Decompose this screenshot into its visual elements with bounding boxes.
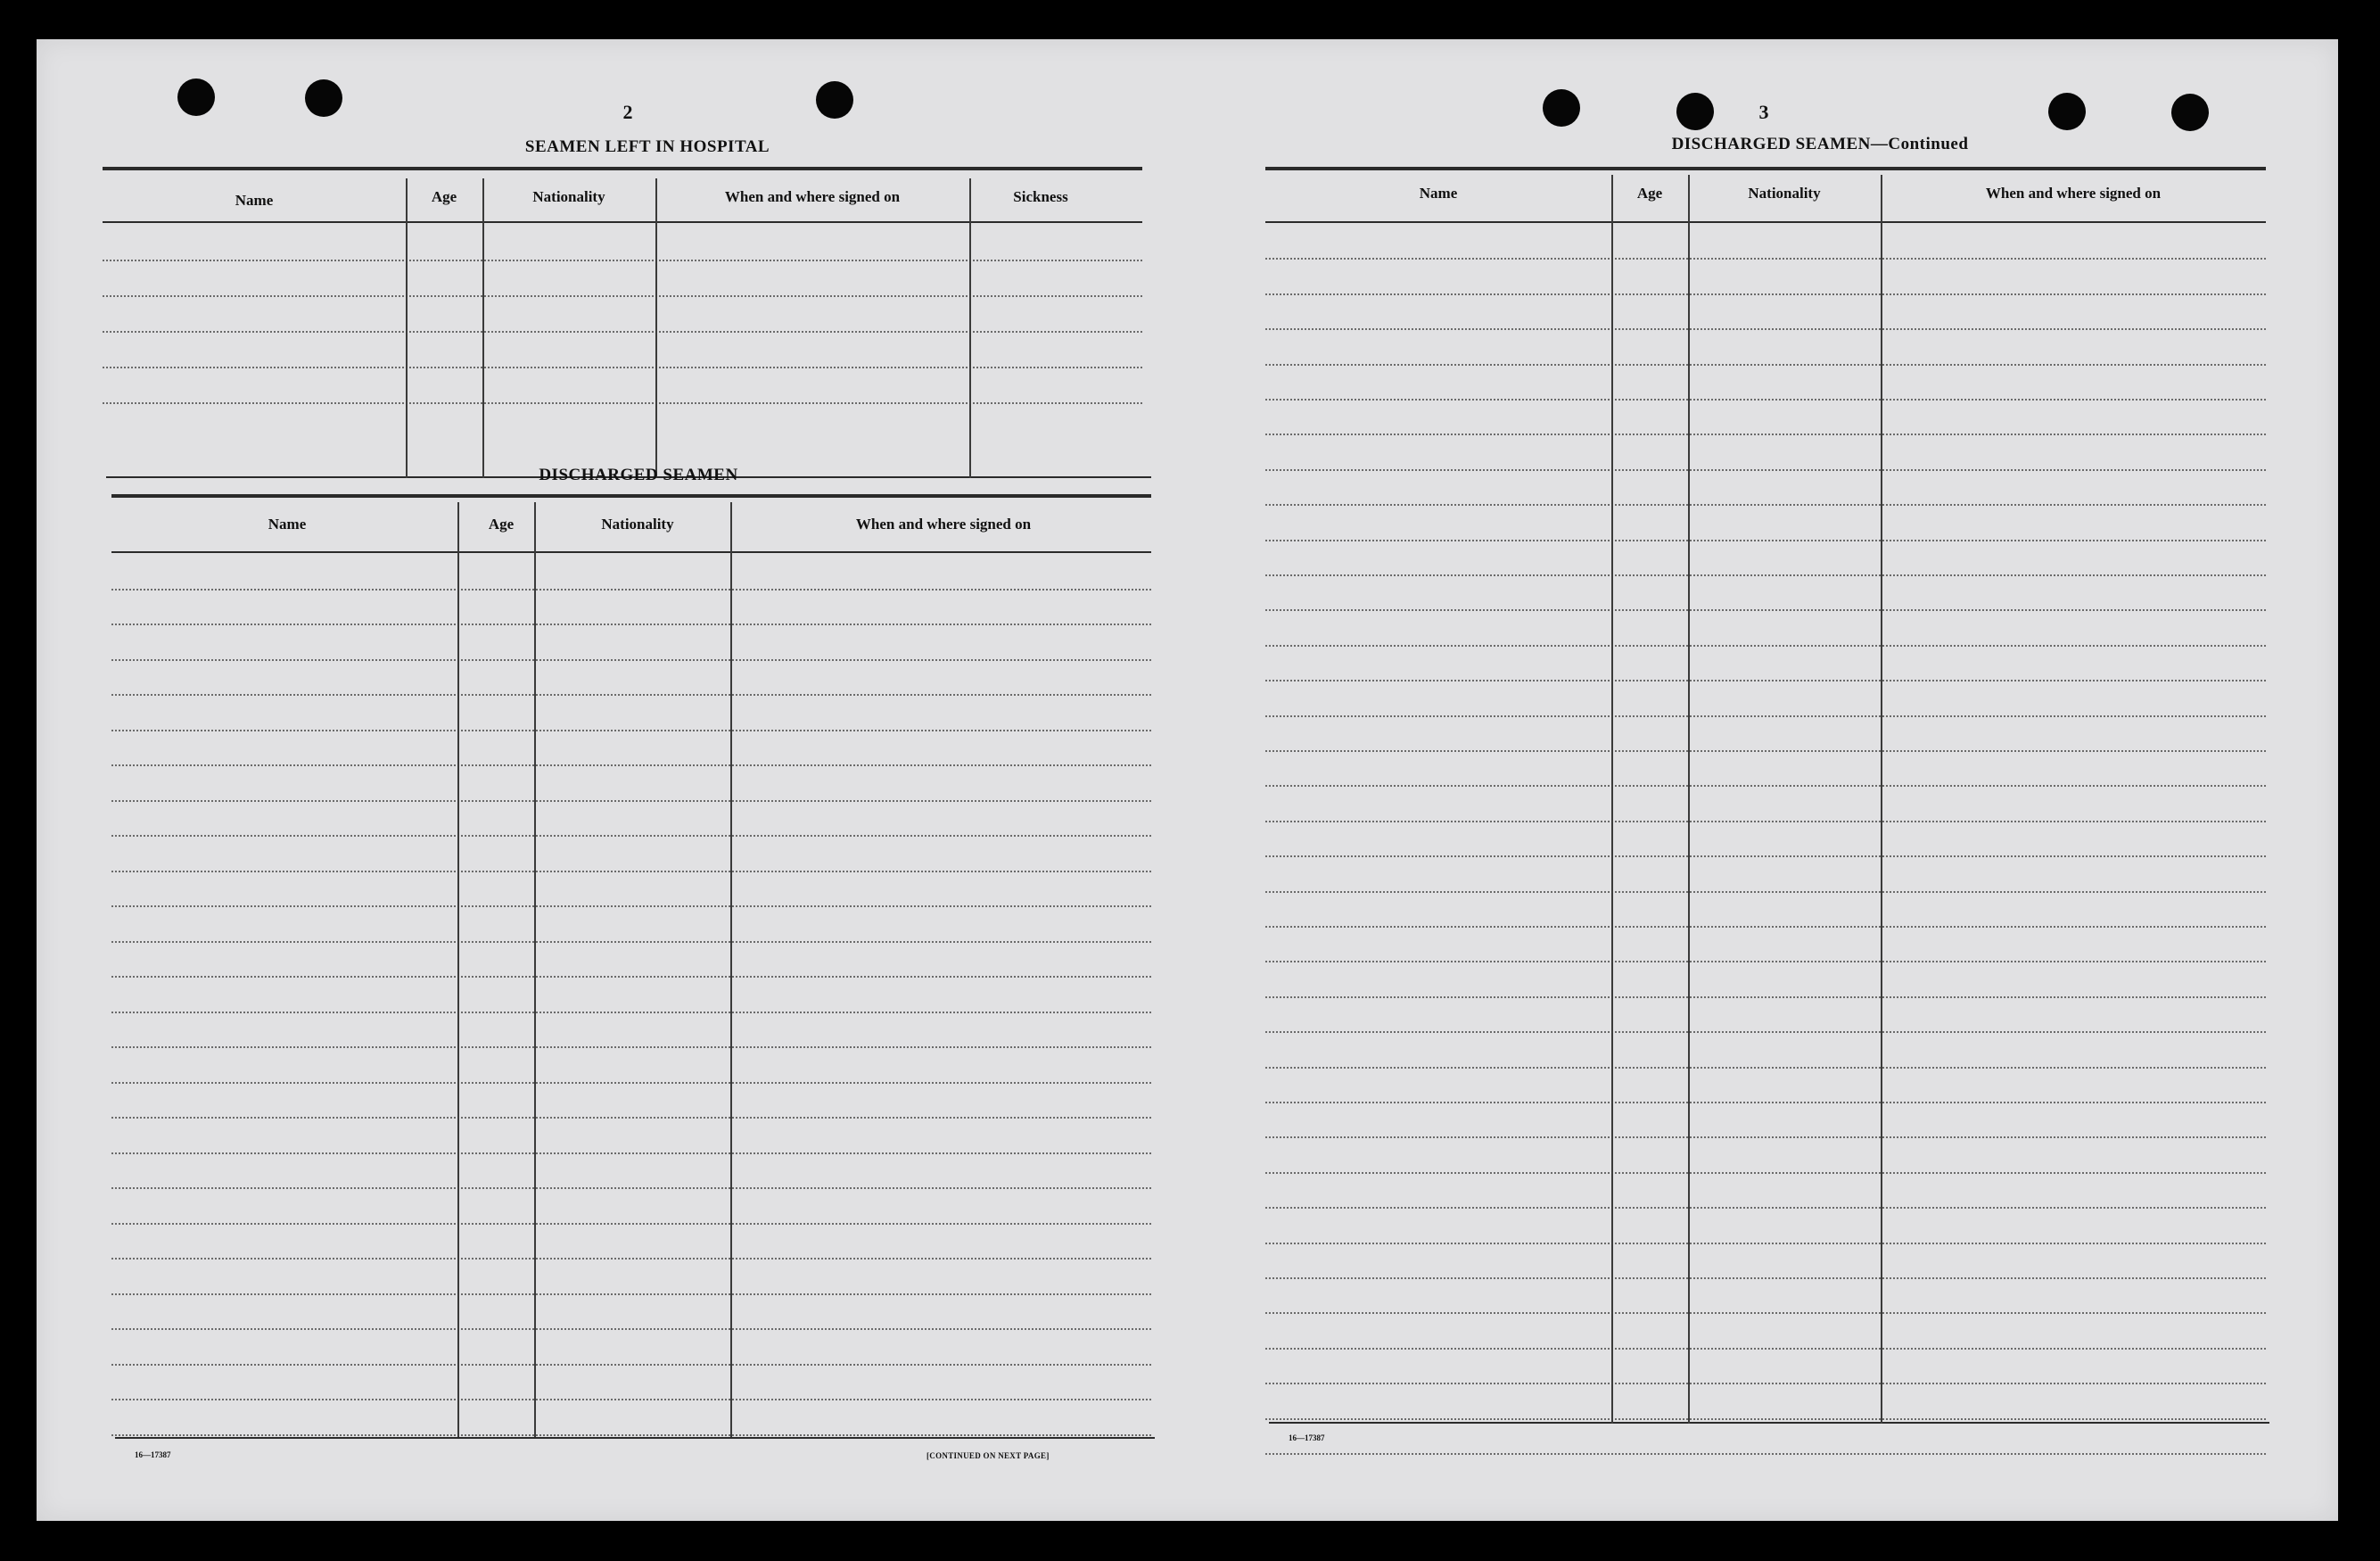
discharged-right-table-row xyxy=(1265,328,2266,330)
punch-hole-1 xyxy=(177,78,215,116)
discharged-right-table-row xyxy=(1265,961,2266,962)
discharged-left-col-name: Name xyxy=(268,516,307,533)
discharged-right-table-row xyxy=(1265,293,2266,295)
discharged-left-table-row xyxy=(111,1328,1151,1330)
hospital-table-top-rule xyxy=(103,167,1142,170)
discharged-right-table-row xyxy=(1265,926,2266,928)
discharged-left-table-row xyxy=(111,730,1151,731)
discharged-table-right-title: DISCHARGED SEAMEN—Continued xyxy=(1671,135,1969,153)
discharged-right-table-row xyxy=(1265,1312,2266,1314)
page-number-left: 2 xyxy=(622,101,633,123)
discharged-left-bottom-rule xyxy=(115,1437,1155,1439)
discharged-right-table-row xyxy=(1265,996,2266,998)
discharged-right-table-row xyxy=(1265,785,2266,787)
continued-note: [CONTINUED ON NEXT PAGE] xyxy=(926,1451,1050,1460)
hospital-divider-3 xyxy=(655,178,657,478)
discharged-left-divider-2 xyxy=(534,502,536,1437)
hospital-table-row xyxy=(103,402,1142,404)
discharged-left-table-row xyxy=(111,1293,1151,1295)
discharged-left-table-row xyxy=(111,589,1151,591)
punch-hole-5 xyxy=(1676,93,1714,130)
discharged-left-divider-3 xyxy=(730,502,732,1437)
discharged-left-table-row xyxy=(111,976,1151,978)
discharged-right-table-row xyxy=(1265,1243,2266,1244)
discharged-right-table-row xyxy=(1265,645,2266,647)
discharged-right-col-name: Name xyxy=(1419,185,1458,202)
discharged-right-table-row xyxy=(1265,469,2266,471)
discharged-right-table-row xyxy=(1265,891,2266,893)
discharged-left-table-row xyxy=(111,764,1151,766)
discharged-left-header-rule xyxy=(111,551,1151,553)
discharged-left-col-nationality: Nationality xyxy=(601,516,674,533)
discharged-right-table-row xyxy=(1265,750,2266,752)
hospital-table-row xyxy=(103,367,1142,368)
discharged-right-table-row xyxy=(1265,1172,2266,1174)
discharged-right-table-row xyxy=(1265,1418,2266,1420)
punch-hole-7 xyxy=(2171,94,2209,131)
discharged-right-col-age: Age xyxy=(1636,185,1663,202)
discharged-left-table-row xyxy=(111,624,1151,625)
discharged-left-col-age: Age xyxy=(488,516,515,533)
discharged-left-table-row xyxy=(111,1082,1151,1084)
discharged-right-col-nationality: Nationality xyxy=(1748,185,1821,202)
hospital-col-name: Name xyxy=(235,192,274,209)
discharged-left-table-row xyxy=(111,1258,1151,1260)
discharged-right-table-row xyxy=(1265,680,2266,681)
discharged-right-table-row xyxy=(1265,258,2266,260)
discharged-right-table-row xyxy=(1265,1136,2266,1138)
page-number-right: 3 xyxy=(1758,101,1769,123)
hospital-divider-4 xyxy=(969,178,971,478)
discharged-table-left-title: DISCHARGED SEAMEN xyxy=(539,466,738,484)
discharged-right-divider-2 xyxy=(1688,175,1690,1424)
discharged-right-divider-1 xyxy=(1611,175,1613,1424)
discharged-right-table-row xyxy=(1265,1453,2266,1455)
hospital-col-nationality: Nationality xyxy=(532,188,605,205)
hospital-divider-2 xyxy=(482,178,484,478)
discharged-left-top-rule xyxy=(111,494,1151,498)
hospital-table-row xyxy=(103,331,1142,333)
discharged-left-table-row xyxy=(111,1364,1151,1366)
discharged-right-table-row xyxy=(1265,1348,2266,1350)
discharged-left-table-row xyxy=(111,1187,1151,1189)
punch-hole-4 xyxy=(1543,89,1580,127)
discharged-right-table-row xyxy=(1265,1031,2266,1033)
discharged-left-table-row xyxy=(111,905,1151,907)
scanned-form-spread xyxy=(37,39,2338,1521)
discharged-left-divider-1 xyxy=(457,502,459,1437)
hospital-table-row xyxy=(103,260,1142,261)
hospital-col-sickness: Sickness xyxy=(1013,188,1068,205)
discharged-right-col-signed-on: When and where signed on xyxy=(1985,185,2162,202)
punch-hole-2 xyxy=(305,79,342,117)
discharged-left-table-row xyxy=(111,1117,1151,1119)
discharged-right-table-row xyxy=(1265,574,2266,576)
discharged-left-table-row xyxy=(111,1152,1151,1154)
hospital-table-title: SEAMEN LEFT IN HOSPITAL xyxy=(524,137,770,156)
form-code-right: 16—17387 xyxy=(1289,1433,1325,1442)
discharged-right-table-row xyxy=(1265,364,2266,366)
discharged-right-bottom-rule xyxy=(1269,1422,2269,1424)
discharged-right-table-row xyxy=(1265,1207,2266,1209)
discharged-left-table-row xyxy=(111,1046,1151,1048)
discharged-right-table-row xyxy=(1265,715,2266,717)
discharged-right-table-row xyxy=(1265,1383,2266,1384)
discharged-right-table-row xyxy=(1265,821,2266,822)
hospital-table-row xyxy=(103,295,1142,297)
discharged-right-divider-3 xyxy=(1881,175,1882,1424)
discharged-left-table-row xyxy=(111,1223,1151,1225)
discharged-left-col-signed-on: When and where signed on xyxy=(855,516,1032,533)
discharged-right-table-row xyxy=(1265,855,2266,857)
punch-hole-3 xyxy=(816,81,853,119)
hospital-divider-1 xyxy=(406,178,408,478)
discharged-left-table-row xyxy=(111,871,1151,872)
punch-hole-6 xyxy=(2048,93,2086,130)
discharged-right-table-row xyxy=(1265,399,2266,401)
discharged-left-table-row xyxy=(111,1434,1151,1436)
discharged-right-table-row xyxy=(1265,609,2266,611)
discharged-left-table-row xyxy=(111,659,1151,661)
discharged-right-table-row xyxy=(1265,540,2266,541)
form-code-left: 16—17387 xyxy=(135,1450,171,1459)
discharged-right-table-row xyxy=(1265,1102,2266,1103)
discharged-right-header-rule xyxy=(1265,221,2266,223)
hospital-table-header-rule xyxy=(103,221,1142,223)
discharged-left-table-row xyxy=(111,694,1151,696)
hospital-col-signed-on: When and where signed on xyxy=(724,188,901,205)
discharged-left-table-row xyxy=(111,1012,1151,1013)
discharged-right-table-row xyxy=(1265,1277,2266,1279)
discharged-left-table-row xyxy=(111,800,1151,802)
discharged-left-table-row xyxy=(111,941,1151,943)
hospital-col-age: Age xyxy=(431,188,457,205)
discharged-right-top-rule xyxy=(1265,167,2266,170)
discharged-left-table-row xyxy=(111,1399,1151,1400)
discharged-right-table-row xyxy=(1265,434,2266,435)
discharged-right-table-row xyxy=(1265,504,2266,506)
discharged-left-table-row xyxy=(111,835,1151,837)
discharged-right-table-row xyxy=(1265,1067,2266,1069)
